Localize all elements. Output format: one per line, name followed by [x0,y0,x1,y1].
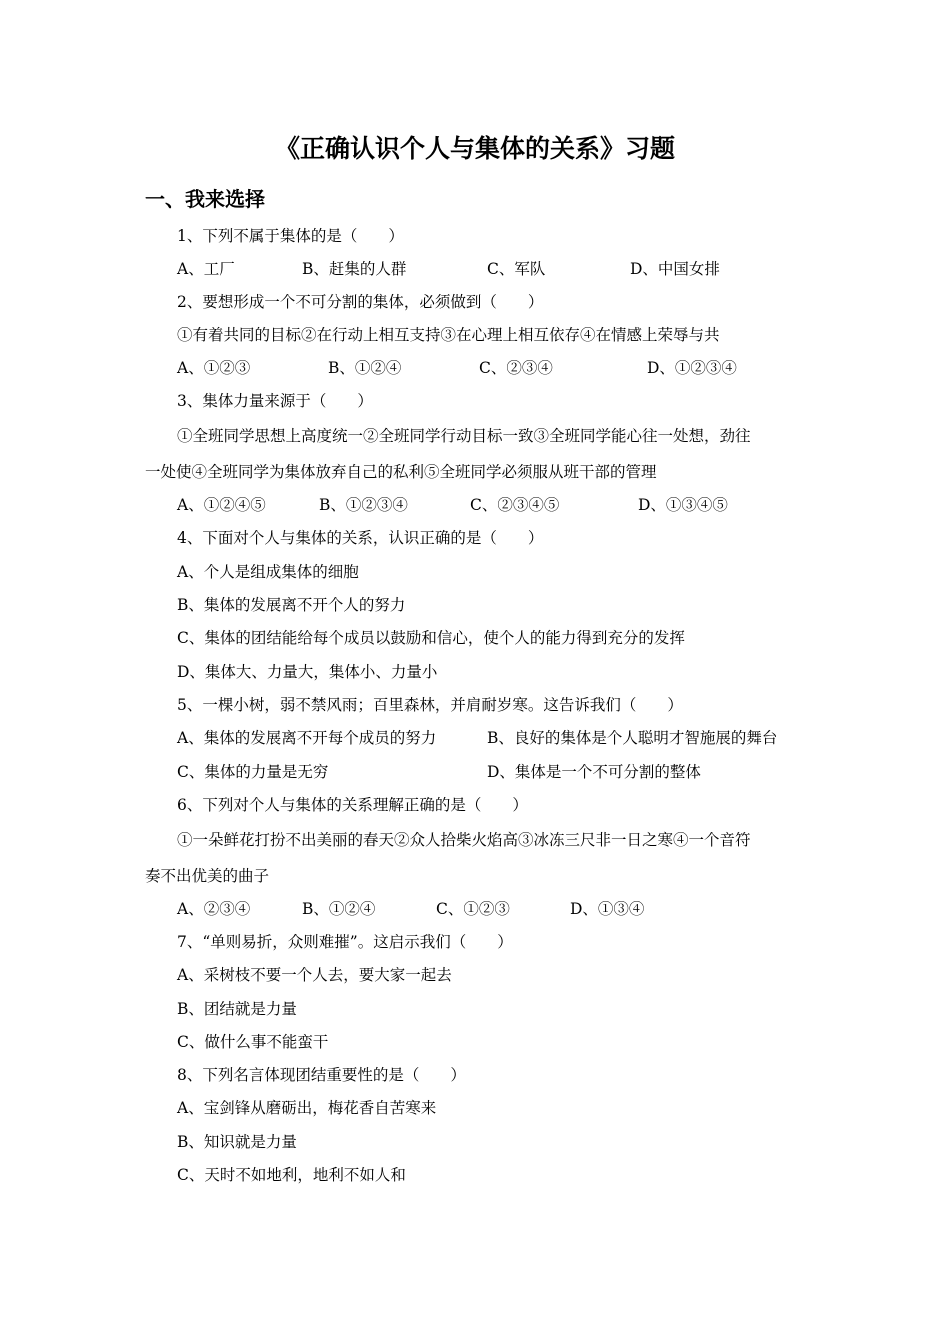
question-2-statements: ①有着共同的目标②在行动上相互支持③在心理上相互依存④在情感上荣辱与共 [177,326,720,344]
question-5-option-b: B、良好的集体是个人聪明才智施展的舞台 [487,729,778,747]
question-6-option-a: A、②③④ [177,900,251,918]
question-5-option-c: C、集体的力量是无穷 [177,763,329,781]
question-4-option-b: B、集体的发展离不开个人的努力 [177,596,406,614]
question-4-option-d: D、集体大、力量大，集体小、力量小 [177,663,438,681]
question-8-option-b: B、知识就是力量 [177,1133,297,1151]
question-6-stem: 6、下列对个人与集体的关系理解正确的是（ ） [177,796,528,814]
question-2-option-a: A、①②③ [177,359,251,377]
question-7-stem: 7、“单则易折，众则难摧”。这启示我们（ ） [177,933,513,951]
question-8-option-a: A、宝剑锋从磨砺出，梅花香自苦寒来 [177,1099,437,1117]
question-3-option-c: C、②③④⑤ [470,496,560,514]
question-8-option-c: C、天时不如地利，地利不如人和 [177,1166,406,1184]
question-6-option-b: B、①②④ [302,900,376,918]
question-2-stem: 2、要想形成一个不可分割的集体，必须做到（ ） [177,293,544,311]
question-4-option-c: C、集体的团结能给每个成员以鼓励和信心，使个人的能力得到充分的发挥 [177,629,685,647]
question-4-stem: 4、下面对个人与集体的关系，认识正确的是（ ） [177,529,544,547]
question-1-option-a: A、工厂 [177,260,235,278]
question-3-statements-line-1: ①全班同学思想上高度统一②全班同学行动目标一致③全班同学能心往一处想，劲往 [177,427,751,445]
question-3-option-a: A、①②④⑤ [177,496,266,514]
page-title: 《正确认识个人与集体的关系》习题 [274,134,675,163]
question-3-option-d: D、①③④⑤ [638,496,728,514]
question-7-option-c: C、做什么事不能蛮干 [177,1033,329,1051]
question-3-stem: 3、集体力量来源于（ ） [177,392,373,410]
question-1-option-d: D、中国女排 [630,260,720,278]
question-6-option-c: C、①②③ [436,900,510,918]
question-6-option-d: D、①③④ [570,900,645,918]
question-5-option-a: A、集体的发展离不开每个成员的努力 [177,729,437,747]
question-1-stem: 1、下列不属于集体的是（ ） [177,227,404,245]
question-4-option-a: A、个人是组成集体的细胞 [177,563,359,581]
question-7-option-a: A、采树枝不要一个人去，要大家一起去 [177,966,452,984]
question-2-option-d: D、①②③④ [647,359,737,377]
question-8-stem: 8、下列名言体现团结重要性的是（ ） [177,1066,466,1084]
question-2-option-b: B、①②④ [328,359,402,377]
question-5-stem: 5、一棵小树，弱不禁风雨；百里森林，并肩耐岁寒。这告诉我们（ ） [177,696,683,714]
question-1-option-c: C、军队 [487,260,546,278]
section-heading: 一、我来选择 [145,187,265,211]
question-6-statements-line-1: ①一朵鲜花打扮不出美丽的春天②众人拾柴火焰高③冰冻三尺非一日之寒④一个音符 [177,831,751,849]
question-7-option-b: B、团结就是力量 [177,1000,297,1018]
question-1-option-b: B、赶集的人群 [302,260,407,278]
question-6-statements-line-2: 奏不出优美的曲子 [145,867,270,885]
question-3-option-b: B、①②③④ [319,496,408,514]
question-3-statements-line-2: 一处使④全班同学为集体放弃自己的私利⑤全班同学必须服从班干部的管理 [145,463,657,481]
question-5-option-d: D、集体是一个不可分割的整体 [487,763,701,781]
question-2-option-c: C、②③④ [479,359,553,377]
